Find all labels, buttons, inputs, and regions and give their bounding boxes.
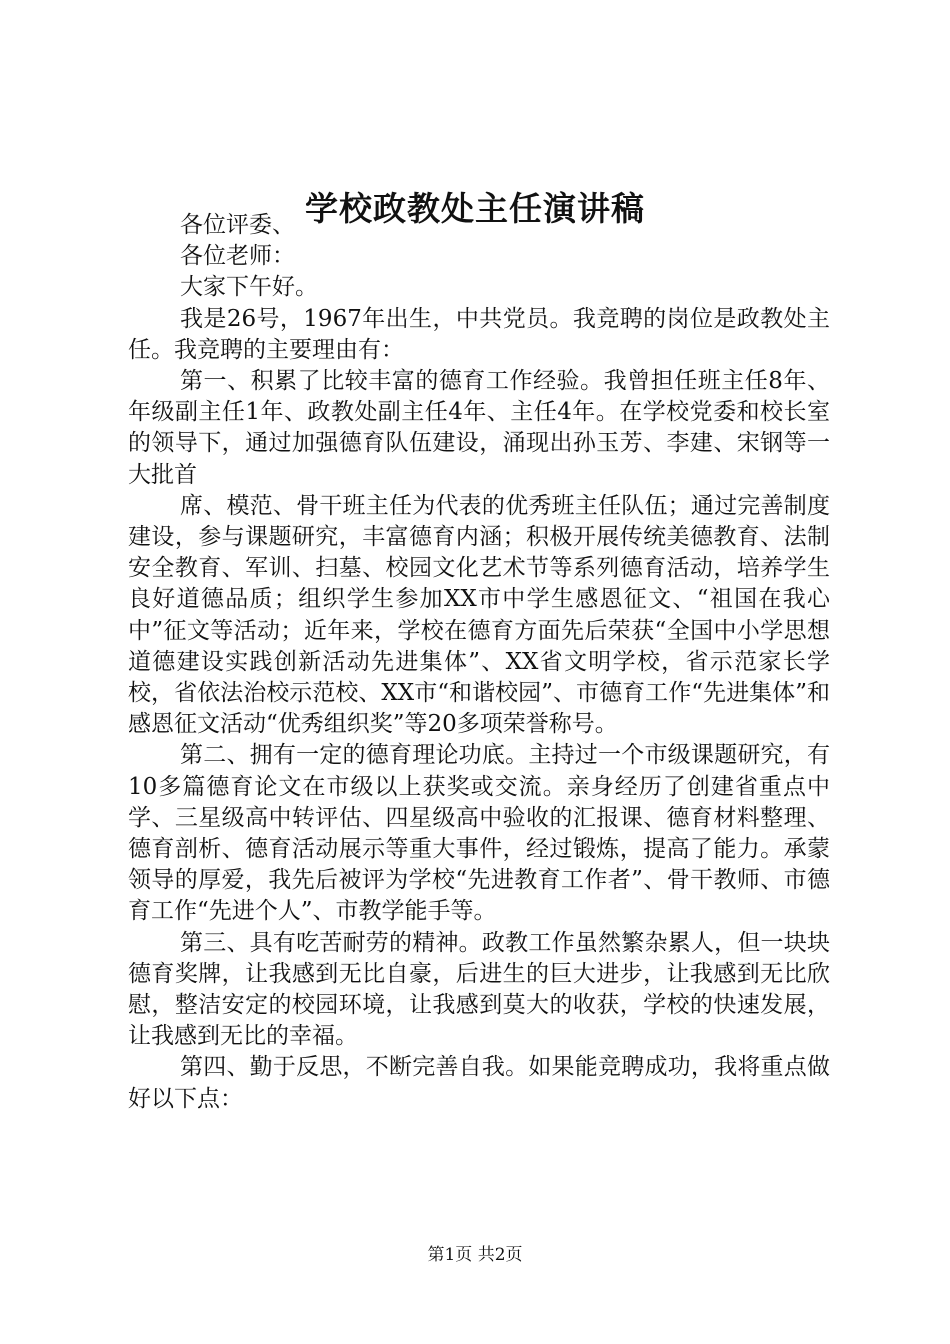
paragraph-reason-two: 第二、拥有一定的德育理论功底。主持过一个市级课题研究，有10多篇德育论文在市级以上获奖或交流。亲身经历了创建省重点中学、三星级高中转评估、四星级高中验收的汇报课、德育材料整理、德育剖析、德育活动展示等重大事件，经过锻炼，提高了能力。承蒙领导的厚爱，我先后被评为学校“先进教育工作者”、骨干教师、市德育工作“先进个人”、市教学能手等。 (128, 742, 830, 925)
paragraph-salutation-judges: 各位评委、 (180, 212, 295, 238)
paragraph-salutation-teachers: 各位老师： (180, 243, 295, 270)
paragraph-introduction: 我是26号，1967年出生，中共党员。我竞聘的岗位是政教处主任。我竞聘的主要理由有： (128, 305, 830, 363)
page-footer (0, 1243, 950, 1267)
paragraph-reason-three: 第三、具有吃苦耐劳的精神。政教工作虽然繁杂累人，但一块块德育奖牌，让我感到无比自豪，后进生的巨大进步，让我感到无比欣慰，整洁安定的校园环境，让我感到莫大的收获，学校的快速发展，让我感到无比的幸福。 (128, 929, 830, 1050)
paragraph-greeting: 大家下午好。 (180, 274, 318, 301)
document-body (128, 210, 830, 1115)
paragraph-reason-four: 第四、勤于反思，不断完善自我。如果能竞聘成功，我将重点做好以下点： (128, 1054, 830, 1112)
paragraph-reason-one: 第一、积累了比较丰富的德育工作经验。我曾担任班主任8年、年级副主任1年、政教处副主任4年、主任4年。在学校党委和校长室的领导下，通过加强德育队伍建设，涌现出孙玉芳、李建、宋钢等一大批首 (128, 368, 830, 488)
paragraph-reason-one-continued: 席、模范、骨干班主任为代表的优秀班主任队伍；通过完善制度建设，参与课题研究，丰富德育内涵；积极开展传统美德教育、法制安全教育、军训、扫墓、校园文化艺术节等系列德育活动，培养学生良好道德品质；组织学生参加XX市中学生感恩征文、“祖国在我心中”征文等活动；近年来，学校在德育方面先后荣获“全国中小学思想道德建设实践创新活动先进集体”、XX省文明学校，省示范家长学校，省依法治校示范校、XX市“和谐校园”、市德育工作“先进集体”和感恩征文活动“优秀组织奖”等20多项荣誉称号。 (128, 492, 830, 738)
page-number: 第1页 共2页 (427, 1245, 523, 1265)
document-title: 学校政教处主任演讲稿 (305, 189, 645, 228)
